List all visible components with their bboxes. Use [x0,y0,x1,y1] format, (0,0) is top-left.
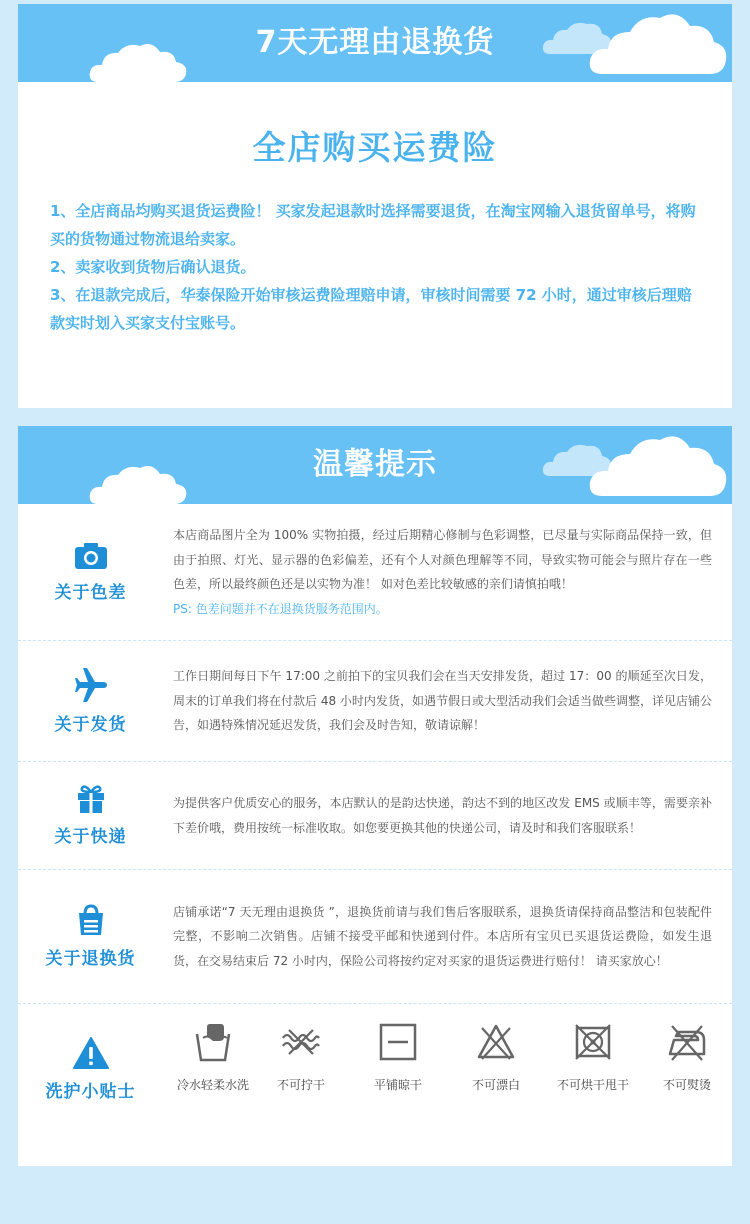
care-item-no-tumble-dry [545,1022,641,1093]
tip-row-color [18,504,732,641]
tip-label: 关于色差 [54,582,127,603]
care-symbols [165,1022,732,1112]
return-rules-list [50,197,702,337]
care-item-label: 不可烘干甩干 [556,1078,629,1092]
tip-body: 为提供客户优质安心的服务，本店默认的是韵达快递，韵达不到的地区改发 EMS 或顺丰等，需要亲补下差价哦，费用按统一标准收取。如您要更换其他的快递公司，请及时和我们客服联系！ [173,796,712,835]
care-item-no-wring [253,1022,349,1093]
no-iron-icon [666,1022,708,1062]
no-tumble-dry-icon [573,1022,613,1062]
care-item-no-iron [639,1022,735,1093]
care-label: 洗护小贴士 [45,1081,136,1102]
rule-item: 3、在退款完成后，华泰保险开始审核运费险理赔申请，审核时间需要 72 小时，通过审核后理赔款实时划入买家支付宝账号。 [50,286,692,332]
camera-icon [74,542,108,570]
tip-body: 本店商品图片全为 100% 实物拍摄，经过后期精心修制与色彩调整，已尽量与实际商品保持一致，但由于拍照、灯光、显示器的色彩偏差，还有个人对颜色理解等不同，导致实物可能会与照片存在一些色差，所以最终颜色还是以实物为准！ 如对色差比较敏感的亲们请慎拍哦！ [173,528,712,591]
shipping-insurance-heading: 全店购买运费险 [252,128,498,167]
tip-body: 工作日期间每日下午 17:00 之前拍下的宝贝我们会在当天安排发货，超过 17：00 的顺延至次日发，周末的订单我们将在付款后 48 小时内发货，如遇节假日或大型活动我们会适当做些调整，详见店铺公告，如遇特殊情况延迟发货，我们会及时告知，敬请谅解！ [173,669,712,733]
banner-title: 7天无理由退换货 [255,25,495,60]
care-tips-row [18,1004,732,1134]
tip-text [173,641,712,761]
care-item-hand-wash [165,1022,261,1093]
tips-banner [18,426,732,504]
care-item-label: 不可漂白 [471,1078,520,1092]
care-item-no-bleach [448,1022,544,1093]
care-item-label: 不可拧干 [276,1078,325,1092]
hand-wash-icon [193,1022,233,1062]
tip-row-courier [18,762,732,870]
tip-row-returns [18,870,732,1004]
gift-icon [76,784,106,814]
tip-row-shipping [18,641,732,762]
dry-flat-icon [378,1022,418,1062]
tip-body: 店铺承诺“7 天无理由退换货 ”，退换货前请与我们售后客服联系，退换货请保持商品整洁和包装配件完整，不影响二次销售。店铺不接受平邮和快递到付件。本店所有宝贝已买退货运费险，如发生退货，在交易结束后 72 小时内，保险公司将按约定对买家的退货运费进行赔付！ 请买家放心！ [173,904,712,968]
tips-panel [18,426,732,1166]
tip-header [18,870,163,1003]
care-item-dry-flat [350,1022,446,1093]
tip-text [173,870,712,1003]
tip-header [18,762,163,869]
tip-text [173,504,712,640]
care-item-label: 不可熨烫 [662,1078,711,1092]
tip-header [18,504,163,640]
airplane-icon [73,668,109,702]
tip-note: PS: 色差问题并不在退换货服务范围内。 [173,601,388,616]
shopping-bag-icon [77,904,105,936]
tip-label: 关于快递 [54,827,127,847]
no-bleach-icon [476,1022,516,1062]
banner-title: 温馨提示 [313,447,437,482]
care-item-label: 平铺晾干 [373,1078,422,1092]
rule-item: 2、卖家收到货物后确认退货。 [50,258,256,276]
tip-label: 关于发货 [54,714,127,735]
care-header [18,1004,163,1134]
tip-header [18,641,163,761]
tip-label: 关于退换货 [45,949,136,969]
warning-icon [73,1037,109,1069]
return-policy-panel [18,4,732,408]
care-item-label: 冷水轻柔水洗 [176,1078,249,1092]
no-wring-icon [281,1022,321,1062]
return-policy-banner [18,4,732,82]
tip-text [173,762,712,869]
rule-item: 1、全店商品均购买退货运费险！ 买家发起退款时选择需要退货，在淘宝网输入退货留单号，将购买的货物通过物流退给卖家。 [50,202,696,248]
